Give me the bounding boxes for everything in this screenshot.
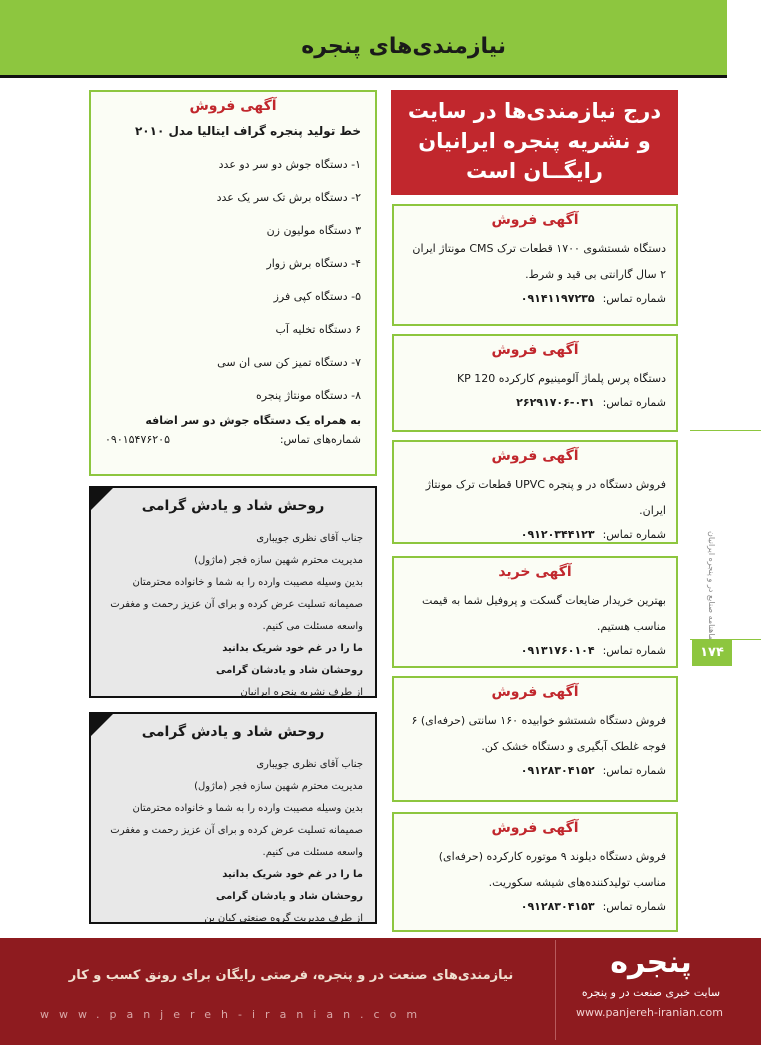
ad-body: دستگاه شستشوی ۱۷۰۰ قطعات ترک CMS مونتاژ ایران ۲ سال گارانتی بی قید و شرط. <box>412 242 666 281</box>
ad-body: دستگاه پرس پلماژ آلومینیوم کارکرده KP 120 <box>456 372 666 385</box>
ad-body: فروش دستگاه در و پنجره UPVC قطعات ترک مونتاژ ایران. <box>425 478 666 517</box>
phone-label: شماره تماس: <box>602 764 666 777</box>
side-strip-text: ماهنامه صنایع در و پنجره ایرانیان <box>707 531 716 640</box>
header-notch <box>727 0 761 80</box>
condolence-line: مدیریت محترم شهین سازه فجر (ماژول) <box>194 781 363 792</box>
ad-title: آگهی خرید <box>498 564 572 580</box>
ad-headline: خط تولید پنجره گراف ایتالیا مدل ۲۰۱۰ <box>134 124 361 138</box>
list-item: ۵- دستگاه کپی فرز <box>273 290 361 303</box>
ad-card <box>392 812 678 932</box>
page-number: ۱۷۴ <box>692 640 732 666</box>
phone-number: ۰۹۱۲۸۳۰۴۱۵۲ <box>520 764 595 777</box>
phone-number: ۰۹۱۲۸۳۰۴۱۵۳ <box>520 900 595 913</box>
list-item: ۶ دستگاه تخلیه آب <box>275 323 361 336</box>
condolence-line: مدیریت محترم شهین سازه فجر (ماژول) <box>194 555 363 566</box>
condolence-title: روحش شاد و یادش گرامی <box>141 724 325 740</box>
list-item: ۷- دستگاه تمیز کن سی ان سی <box>217 356 361 369</box>
footer-slogan: نیازمندی‌های صنعت در و پنجره، فرصتی رایگان برای رونق کسب و کار <box>68 968 514 983</box>
phone-number: ۰۹۱۲۰۳۴۴۱۲۳ <box>520 528 595 541</box>
ad-card <box>392 676 678 802</box>
footer-url-spaced[interactable]: www.panjereh-iranian.com <box>40 1008 428 1021</box>
ad-title: آگهی فروش <box>491 448 579 464</box>
ad-body: فروش دستگاه دیلوند ۹ موتوره کارکرده (حرفه‌ای) مناسب تولیدکننده‌های شیشه سکوریت. <box>438 850 666 889</box>
phone-label: شماره تماس: <box>602 900 666 913</box>
ad-title: آگهی فروش <box>491 212 579 228</box>
machine-list <box>105 148 361 412</box>
promo-line: و نشریه پنجره ایرانیان <box>418 129 651 153</box>
phone-label: شماره تماس: <box>602 528 666 541</box>
ad-body: بهترین خریدار ضایعات گسکت و پروفیل شما به قیمت مناسب هستیم. <box>422 594 666 633</box>
footer-divider <box>555 940 556 1040</box>
mourning-ribbon <box>89 712 115 738</box>
condolence-line: روحشان شاد و یادشان گرامی <box>215 665 363 676</box>
footer-url[interactable]: www.panjereh-iranian.com <box>575 1006 724 1019</box>
condolence-line: صمیمانه تسلیت عرض کرده و برای آن عزیز رحمت و مغفرت <box>110 599 363 610</box>
condolence-line: ما را در غم خود شریک بدانید <box>222 869 363 880</box>
phone-label: شماره تماس: <box>602 644 666 657</box>
list-item: ۳ دستگاه مولیون زن <box>266 224 361 237</box>
ad-phone <box>404 396 666 409</box>
ad-phone <box>105 433 361 446</box>
phone-label: شماره تماس: <box>602 396 666 409</box>
list-item: ۸- دستگاه مونتاژ پنجره <box>256 389 361 402</box>
condolence-line: ما را در غم خود شریک بدانید <box>222 643 363 654</box>
condolence-line: صمیمانه تسلیت عرض کرده و برای آن عزیز رحمت و مغفرت <box>110 825 363 836</box>
ad-title: آگهی فروش <box>491 820 579 836</box>
condolence-title: روحش شاد و یادش گرامی <box>141 498 325 514</box>
production-line-ad <box>89 90 377 476</box>
condolence-box <box>89 712 377 924</box>
ad-title: آگهی فروش <box>491 684 579 700</box>
ad-card <box>392 204 678 326</box>
condolence-line: واسعه مسئلت می کنیم. <box>262 847 363 858</box>
ad-phone <box>404 644 666 657</box>
ad-title: آگهی فروش <box>491 342 579 358</box>
condolence-line: از طرف مدیریت گروه صنعتی کیان بن <box>204 913 363 924</box>
promo-line: درج نیازمندی‌ها در سایت <box>407 99 662 123</box>
mourning-ribbon <box>89 486 115 512</box>
promo-box <box>391 90 678 195</box>
condolence-line: جناب آقای نظری جویباری <box>256 759 363 770</box>
condolence-line: جناب آقای نظری جویباری <box>256 533 363 544</box>
panjereh-logo: پنجره <box>610 945 692 980</box>
condolence-line: واسعه مسئلت می کنیم. <box>262 621 363 632</box>
phone-number: ۰۳۱-۲۶۲۹۱۷۰۶ <box>516 396 595 409</box>
condolence-line: از طرف نشریه پنجره ایرانیان <box>240 687 363 698</box>
phone-number: ۰۹۰۱۵۴۷۶۲۰۵ <box>105 433 170 446</box>
footer-tagline: سایت خبری صنعت در و پنجره <box>581 986 721 999</box>
promo-line: رایگــان است <box>466 159 603 183</box>
phone-label: شماره‌های تماس: <box>279 433 361 446</box>
list-item: ۱- دستگاه جوش دو سر دو عدد <box>218 158 361 171</box>
ad-card <box>392 440 678 544</box>
list-item: ۲- دستگاه برش تک سر یک عدد <box>216 191 361 204</box>
condolence-box <box>89 486 377 698</box>
list-item: ۴- دستگاه برش زوار <box>266 257 361 270</box>
ad-title: آگهی فروش <box>189 98 277 114</box>
condolence-line: بدین وسیله مصیبت وارده را به شما و خانواده محترمتان <box>132 803 363 814</box>
ad-card <box>392 334 678 432</box>
ad-phone <box>404 528 666 541</box>
ad-body: فروش دستگاه شستشو خوابیده ۱۶۰ سانتی (حرفه‌ای) ۶ فوجه غلطک آبگیری و دستگاه خشک کن. <box>411 714 666 753</box>
ad-card <box>392 556 678 668</box>
phone-number: ۰۹۱۳۱۷۶۰۱۰۴ <box>520 644 595 657</box>
ad-note: به همراه یک دستگاه جوش دو سر اضافه <box>145 414 361 427</box>
condolence-line: روحشان شاد و یادشان گرامی <box>215 891 363 902</box>
ad-phone <box>404 900 666 913</box>
phone-label: شماره تماس: <box>602 292 666 305</box>
ad-phone <box>404 764 666 777</box>
condolence-line: بدین وسیله مصیبت وارده را به شما و خانواده محترمتان <box>132 577 363 588</box>
ad-phone <box>404 292 666 305</box>
phone-number: ۰۹۱۴۱۱۹۷۲۳۵ <box>520 292 595 305</box>
page-title: نیازمندی‌های پنجره <box>301 34 506 59</box>
